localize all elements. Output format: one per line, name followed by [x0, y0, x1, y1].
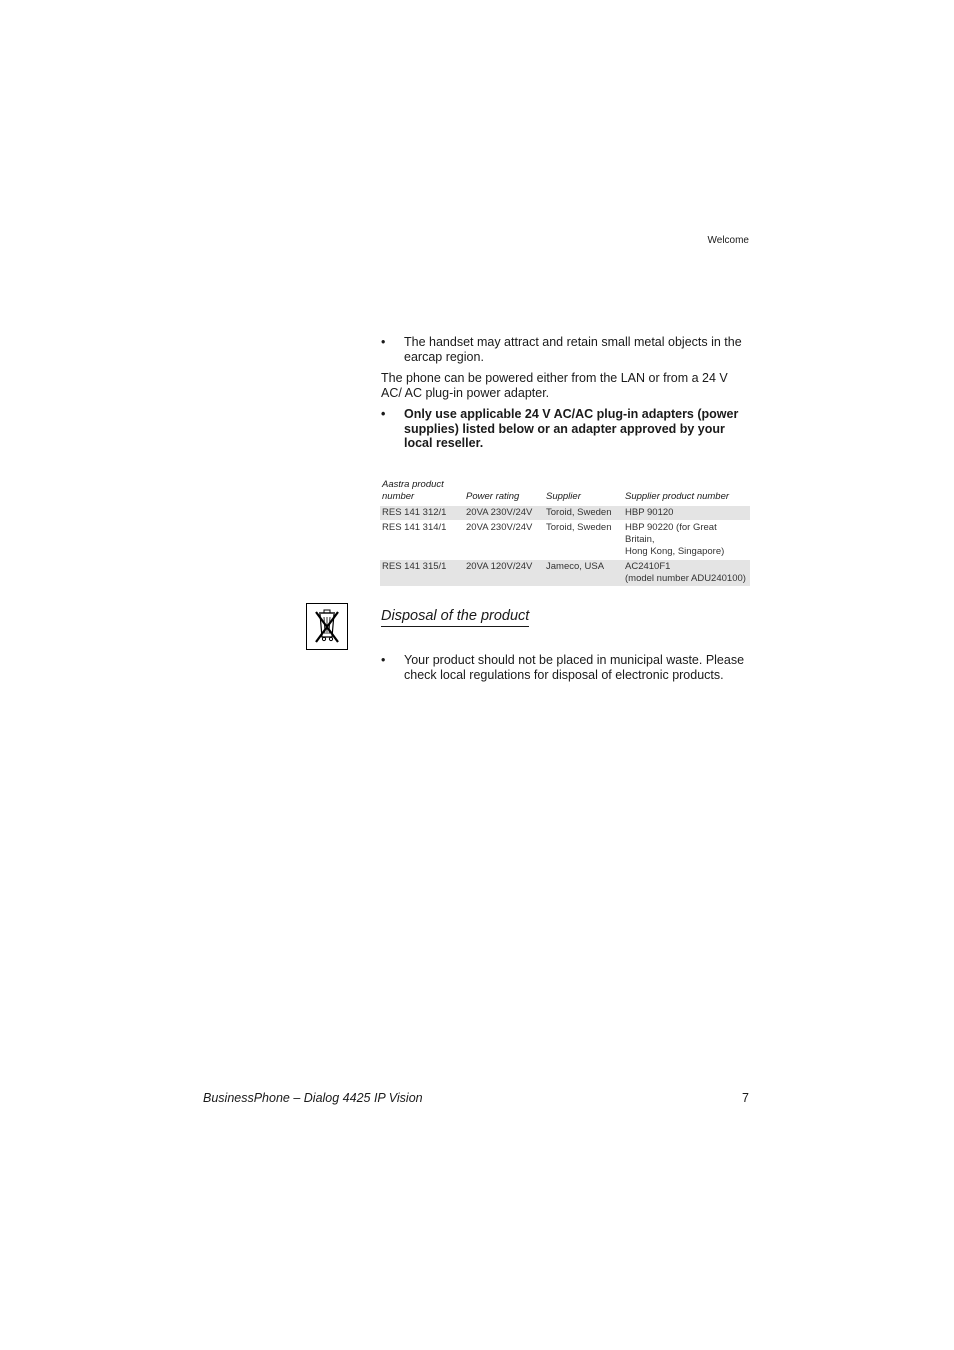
cell-supplier-number [623, 560, 750, 587]
cell-supplier: Toroid, Sweden [546, 522, 612, 533]
col-header-rating: Power rating [466, 491, 520, 502]
supplier-number: AC2410F1 [625, 561, 671, 572]
adapter-table [380, 479, 750, 586]
intro-content [381, 335, 751, 451]
col-header-product-line2: number [382, 491, 415, 502]
disposal-content [381, 653, 751, 682]
supplier-number-note: Hong Kong, Singapore) [625, 546, 725, 557]
bullet-symbol: • [381, 335, 386, 349]
table-header-row [380, 479, 750, 506]
cell-supplier: Toroid, Sweden [544, 506, 623, 521]
weee-crossed-bin-icon [306, 603, 348, 650]
running-header: Welcome [707, 235, 749, 246]
table-row [380, 521, 750, 560]
cell-supplier: Jameco, USA [544, 560, 623, 587]
bullet-symbol: • [381, 653, 386, 667]
cell-rating: 20VA 120V/24V [464, 560, 544, 587]
supplier-number: HBP 90220 (for Great Britain, [625, 522, 717, 545]
supplier-number-note: (model number ADU240100) [625, 573, 746, 584]
cell-supplier-number [623, 506, 750, 521]
power-paragraph: The phone can be powered either from the LAN or from a 24 V AC/ AC plug-in power adapter. [381, 371, 728, 400]
cell-product: RES 141 314/1 [382, 522, 447, 533]
table-row [380, 560, 750, 587]
col-header-supplier: Supplier [546, 491, 581, 502]
weee-bin-graphic [307, 604, 347, 649]
bullet-item-metal-objects [381, 335, 751, 364]
bullet-text: Only use applicable 24 V AC/AC plug-in adapters (power supplies) listed below or an adapter approved by your local reseller. [404, 407, 739, 450]
cell-rating: 20VA 230V/24V [466, 522, 533, 533]
cell-rating: 20VA 230V/24V [464, 506, 544, 521]
bullet-item-adapter-warning [381, 407, 751, 451]
col-header-product-line1: Aastra product [382, 479, 444, 490]
bullet-symbol: • [381, 407, 386, 421]
bullet-text: The handset may attract and retain small metal objects in the earcap region. [404, 335, 742, 364]
footer-document-title: BusinessPhone – Dialog 4425 IP Vision [203, 1091, 423, 1105]
cell-product: RES 141 312/1 [380, 506, 464, 521]
bullet-item-disposal [381, 653, 751, 682]
cell-supplier-number [623, 521, 750, 560]
col-header-supplier-number: Supplier product number [625, 491, 730, 502]
footer-page-number: 7 [742, 1091, 749, 1105]
bullet-text: Your product should not be placed in municipal waste. Please check local regulations for disposal of electronic products. [404, 653, 745, 682]
table-row [380, 506, 750, 521]
cell-product: RES 141 315/1 [380, 560, 464, 587]
disposal-heading: Disposal of the product [381, 607, 529, 627]
col-header-product [380, 479, 464, 506]
supplier-number: HBP 90120 [625, 507, 674, 518]
